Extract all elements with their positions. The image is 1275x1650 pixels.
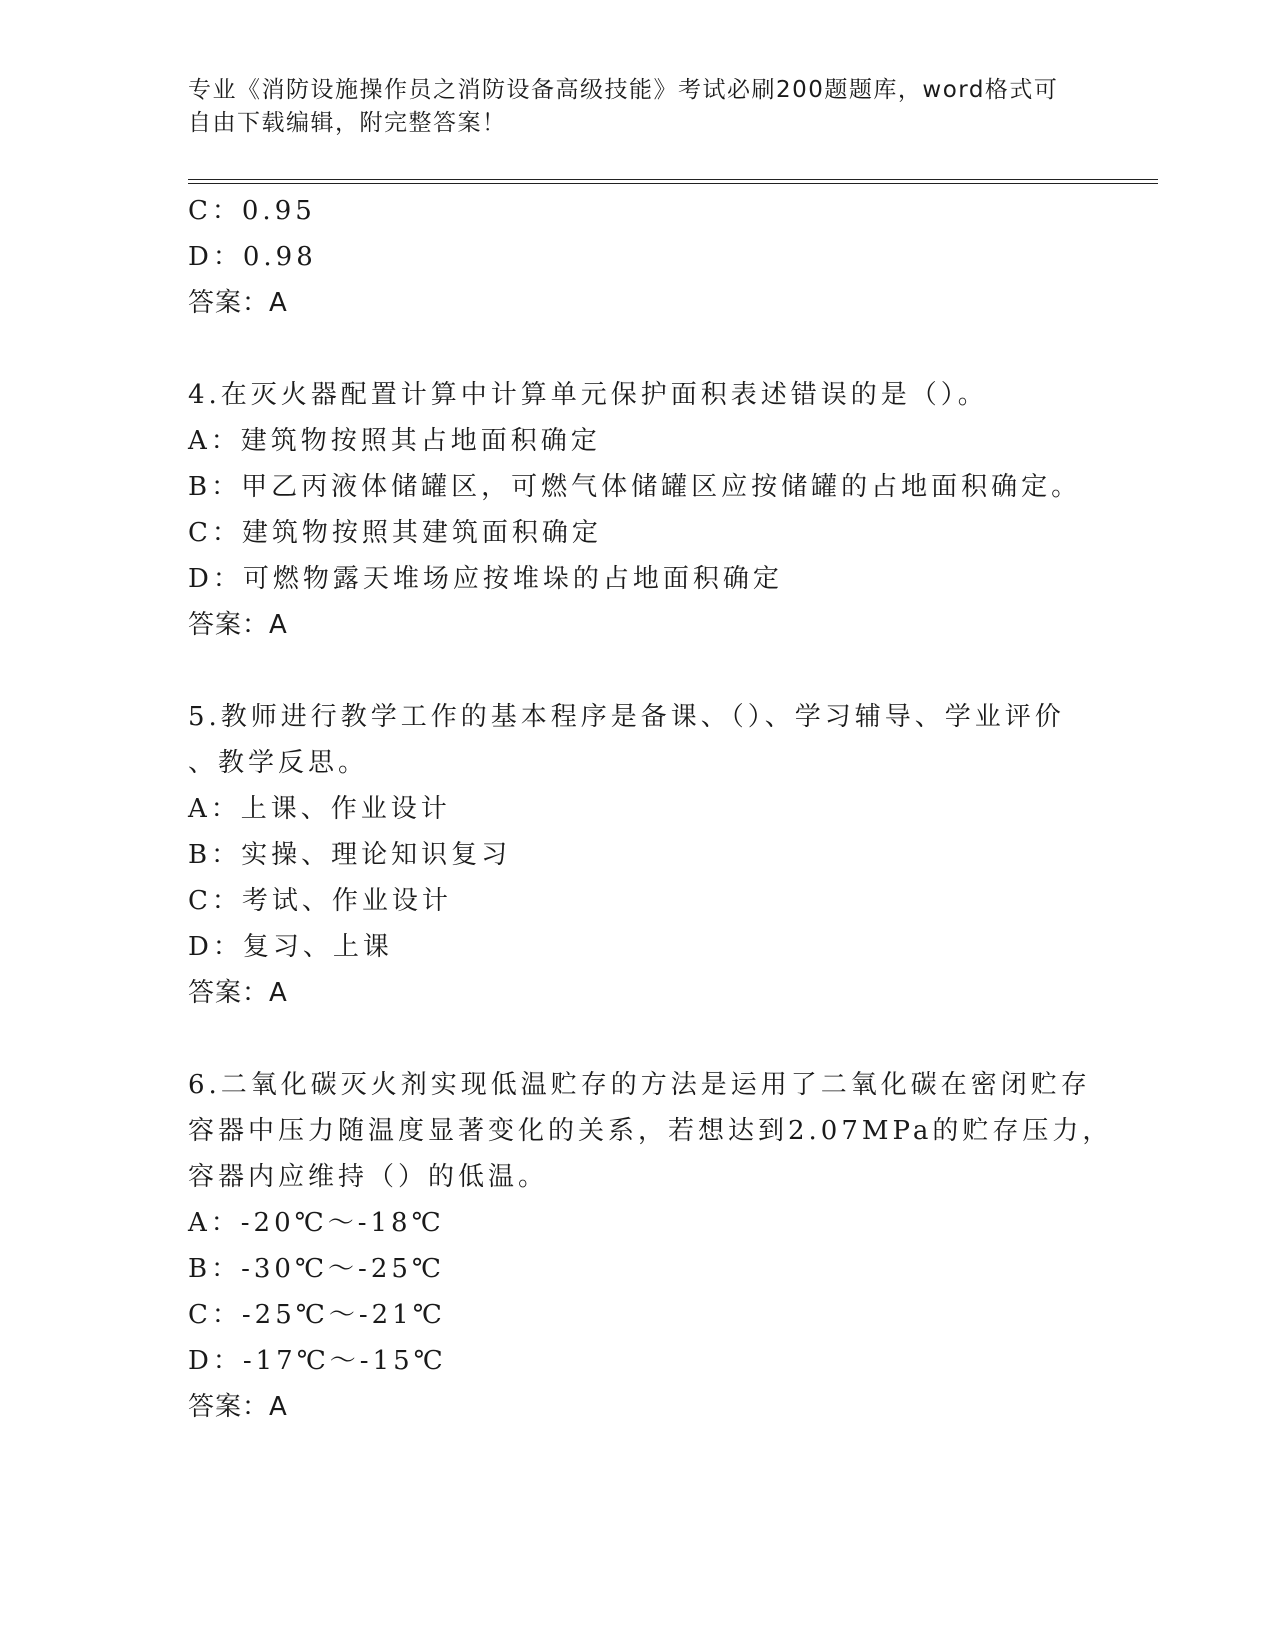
answer-line: 答案：A — [188, 1392, 288, 1422]
question-stem-line-2: 容器中压力随温度显著变化的关系，若想达到2.07MPa的贮存压力， — [188, 1116, 1113, 1146]
option-a: A：建筑物按照其占地面积确定 — [188, 426, 601, 456]
question-stem-line-3: 容器内应维持（）的低温。 — [188, 1162, 549, 1192]
answer-line: 答案：A — [188, 978, 288, 1008]
header-divider-bottom — [188, 183, 1158, 184]
spacer — [188, 326, 1088, 372]
question-stem-line-1: 5.教师进行教学工作的基本程序是备课、（）、学习辅导、学业评价 — [188, 702, 1065, 732]
question-stem: 4.在灭火器配置计算中计算单元保护面积表述错误的是（）。 — [188, 380, 988, 410]
option-d: D：0.98 — [188, 242, 317, 272]
option-c: C：建筑物按照其建筑面积确定 — [188, 518, 602, 548]
question-4 — [188, 372, 1088, 648]
question-body — [188, 188, 1113, 1430]
option-d: D：-17℃～-15℃ — [188, 1346, 447, 1376]
question-6 — [188, 1062, 1113, 1430]
option-a: A：上课、作业设计 — [188, 794, 451, 824]
answer-line: 答案：A — [188, 610, 288, 640]
header-line-1: 专业《消防设施操作员之消防设备高级技能》考试必刷200题题库，word格式可 — [188, 77, 1059, 103]
option-a: A：-20℃～-18℃ — [188, 1208, 445, 1238]
question-stem-line-1: 6.二氧化碳灭火剂实现低温贮存的方法是运用了二氧化碳在密闭贮存 — [188, 1070, 1091, 1100]
option-b: B：甲乙丙液体储罐区，可燃气体储罐区应按储罐的占地面积确定。 — [188, 472, 1082, 502]
option-c: C：0.95 — [188, 196, 316, 226]
document-header — [188, 74, 1068, 140]
option-c: C：考试、作业设计 — [188, 886, 452, 916]
header-divider-top — [188, 179, 1158, 180]
spacer — [188, 1016, 1088, 1062]
question-stem-line-2: 、教学反思。 — [188, 748, 369, 778]
answer-line: 答案：A — [188, 288, 288, 318]
option-c: C：-25℃～-21℃ — [188, 1300, 446, 1330]
option-d: D：复习、上课 — [188, 932, 393, 962]
spacer — [188, 648, 1088, 694]
question-3-tail — [188, 188, 1088, 326]
option-d: D：可燃物露天堆场应按堆垛的占地面积确定 — [188, 564, 783, 594]
header-line-2: 自由下载编辑，附完整答案！ — [188, 110, 507, 136]
option-b: B：-30℃～-25℃ — [188, 1254, 446, 1284]
option-b: B：实操、理论知识复习 — [188, 840, 512, 870]
question-5 — [188, 694, 1088, 1016]
